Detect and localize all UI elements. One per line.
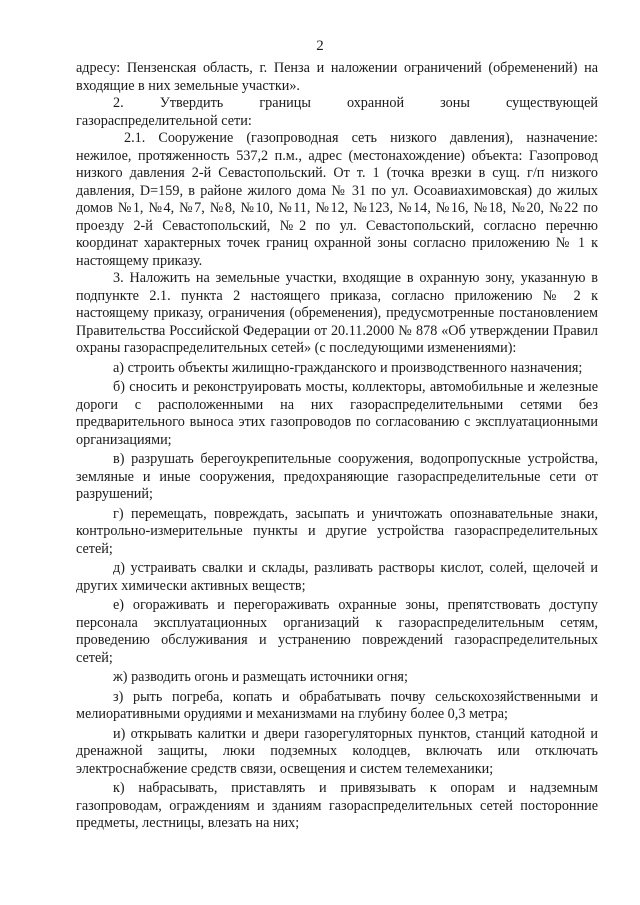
paragraph-restriction-a: а) строить объекты жилищно-гражданского и производственного назначения;: [113, 359, 583, 376]
document-body: [76, 60, 602, 833]
paragraph-restriction-b: б) сносить и реконструировать мосты, коллекторы, автомобильные и железные дороги с расположенными на них газораспределительными сетями без предварительного выноса этих газопроводов по согласованию с эксплуатационными организациями;: [76, 379, 598, 448]
paragraph-item-3: 3. Наложить на земельные участки, входящие в охранную зону, указанную в подпункте 2.1. пункта 2 настоящего приказа, согласно приложению № 2 к настоящему приказу, ограничения (обременения), предусмотренные постановлением Правительства Российской Федерации от 20.11.2000 № 878 «Об утверждении Правил охраны газораспределительных сетей» (с последующими изменениями):: [76, 270, 598, 356]
paragraph-restriction-k: к) набрасывать, приставлять и привязывать к опорам и надземным газопроводам, ограждениям и зданиям газораспределительных сетей посторонние предметы, лестницы, влезать на них;: [76, 780, 598, 831]
page-number: 2: [316, 38, 324, 54]
paragraph-address-continuation: адресу: Пензенская область, г. Пенза и наложении ограничений (обременений) на входящие в них земельные участки».: [76, 60, 598, 94]
paragraph-restriction-v: в) разрушать берегоукрепительные сооружения, водопропускные устройства, земляные и иные сооружения, предохраняющие газораспределительные сети от разрушений;: [76, 451, 598, 502]
paragraph-restriction-i: и) открывать калитки и двери газорегуляторных пунктов, станций катодной и дренажной защиты, люки подземных колодцев, включать или отключать электроснабжение средств связи, освещения и систем телемеханики;: [76, 725, 598, 777]
paragraph-restriction-z: з) рыть погреба, копать и обрабатывать почву сельскохозяйственными и мелиоративными орудиями и механизмами на глубину более 0,3 метра;: [76, 688, 598, 722]
paragraph-restriction-g: г) перемещать, повреждать, засыпать и уничтожать опознавательные знаки, контрольно-измерительные пункты и другие устройства газораспределительных сетей;: [76, 505, 598, 557]
paragraph-restriction-d: д) устраивать свалки и склады, разливать растворы кислот, солей, щелочей и других химически активных веществ;: [76, 560, 598, 594]
paragraph-restriction-zh: ж) разводить огонь и размещать источники огня;: [113, 669, 408, 685]
paragraph-item-2-1: 2.1. Сооружение (газопроводная сеть низкого давления), назначение: нежилое, протяженность 537,2 п.м., адрес (местонахождение) объекта: Газопровод низкого давления 2-й Севастопольский. От т. 1 (точка врезки в сущ. г/п низкого давления, D=159, в районе жилого дома № 31 по ул. Осоавиахимовская) до жилых домов №1, №4, №7, №8, №10, №11, №12, №123, №14, №16, №18, №20, №22 по проезду 2-й Севастопольский, №2 по ул. Севастопольский, согласно перечню координат характерных точек границ охранной зоны согласно приложению № 1 к настоящему приказу.: [76, 130, 598, 269]
paragraph-item-2: 2. Утвердить границы охранной зоны существующей газораспределительной сети:: [76, 95, 602, 129]
paragraph-restriction-e: е) огораживать и перегораживать охранные зоны, препятствовать доступу персонала эксплуатационных организаций к газораспределительным сетям, проведению обслуживания и устранению повреждений газораспределительных сетей;: [76, 597, 598, 666]
